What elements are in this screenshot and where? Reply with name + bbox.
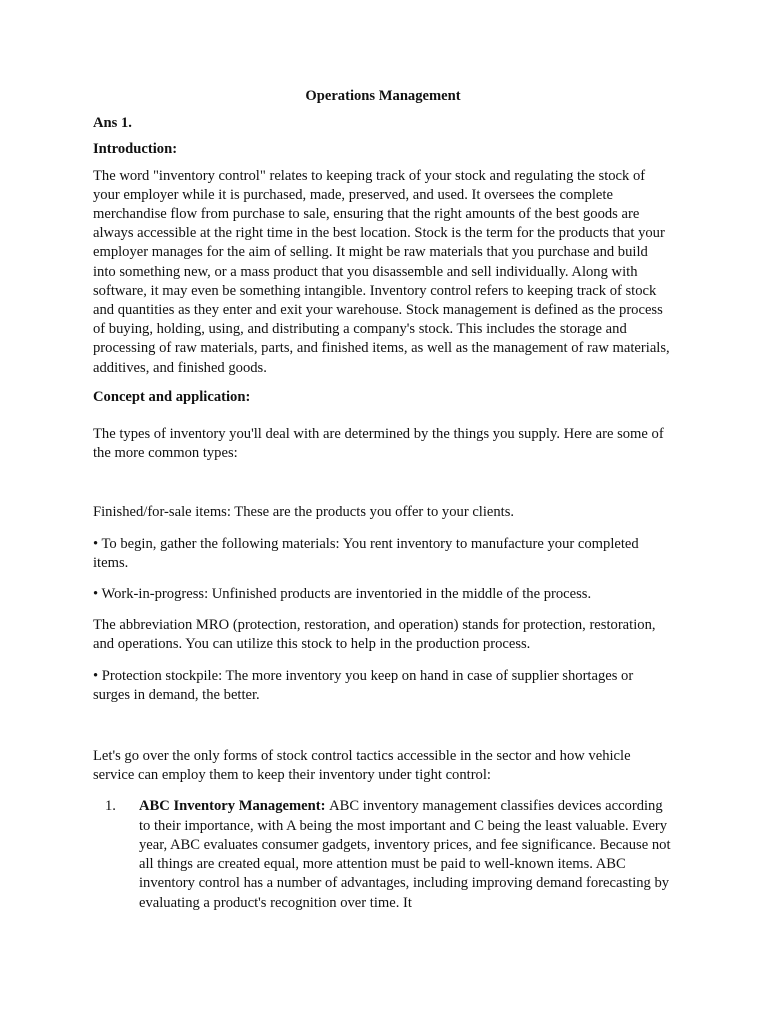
tactics-intro-paragraph: Let's go over the only forms of stock control tactics accessible in the sector and how vehicle service can employ them to keep their inventory under tight control:	[93, 748, 631, 784]
list-item-text: ABC inventory management classifies devices according to their importance, with A being the most important and C being the least valuable. Every year, ABC evaluates consumer gadgets, inventory prices, and fee significance. Because not all things are created equal, more attention must be paid to well-known items. ABC inventory control has a number of advantages, including improving demand forecasting by evaluating a product's recognition over time. It	[139, 798, 671, 911]
tactics-list	[93, 797, 673, 912]
document-title: Operations Management	[305, 88, 461, 104]
list-item-number: 1.	[105, 798, 116, 815]
bullet-materials: • To begin, gather the following materials: You rent inventory to manufacture your completed items.	[93, 535, 639, 571]
introduction-heading: Introduction:	[93, 141, 178, 158]
answer-label: Ans 1.	[93, 115, 132, 132]
list-item	[93, 797, 673, 912]
bullet-work-in-progress: • Work-in-progress: Unfinished products are inventoried in the middle of the process.	[93, 586, 592, 603]
document-body	[93, 87, 673, 913]
concept-heading: Concept and application:	[93, 388, 251, 405]
introduction-paragraph: The word "inventory control" relates to keeping track of your stock and regulating the stock of your employer while it is purchased, made, preserved, and used. It oversees the complete merchandise flow from purchase to sale, ensuring that the right amounts of the best goods are always accessible at the right time in the best location. Stock is the term for the products that your employer manages for the aim of selling. It might be raw materials that you purchase and build into something new, or a mass product that you disassemble and sell individually. Along with software, it may even be something intangible. Inventory control refers to keeping track of stock and quantities as they enter and exit your warehouse. Stock management is defined as the process of buying, holding, using, and distributing a company's stock. This includes the storage and processing of raw materials, parts, and finished items, as well as the management of raw materials, additives, and finished goods.	[93, 167, 670, 376]
list-item-title: ABC Inventory Management:	[139, 798, 330, 815]
bullet-protection-stockpile: • Protection stockpile: The more inventory you keep on hand in case of supplier shortages or surges in demand, the better.	[93, 667, 634, 703]
finished-items-paragraph: Finished/for-sale items: These are the products you offer to your clients.	[93, 504, 515, 521]
mro-paragraph: The abbreviation MRO (protection, restoration, and operation) stands for protection, restoration, and operations. You can utilize this stock to help in the production process.	[93, 617, 656, 653]
types-intro-paragraph: The types of inventory you'll deal with are determined by the things you supply. Here are some of the more common types:	[93, 426, 664, 462]
